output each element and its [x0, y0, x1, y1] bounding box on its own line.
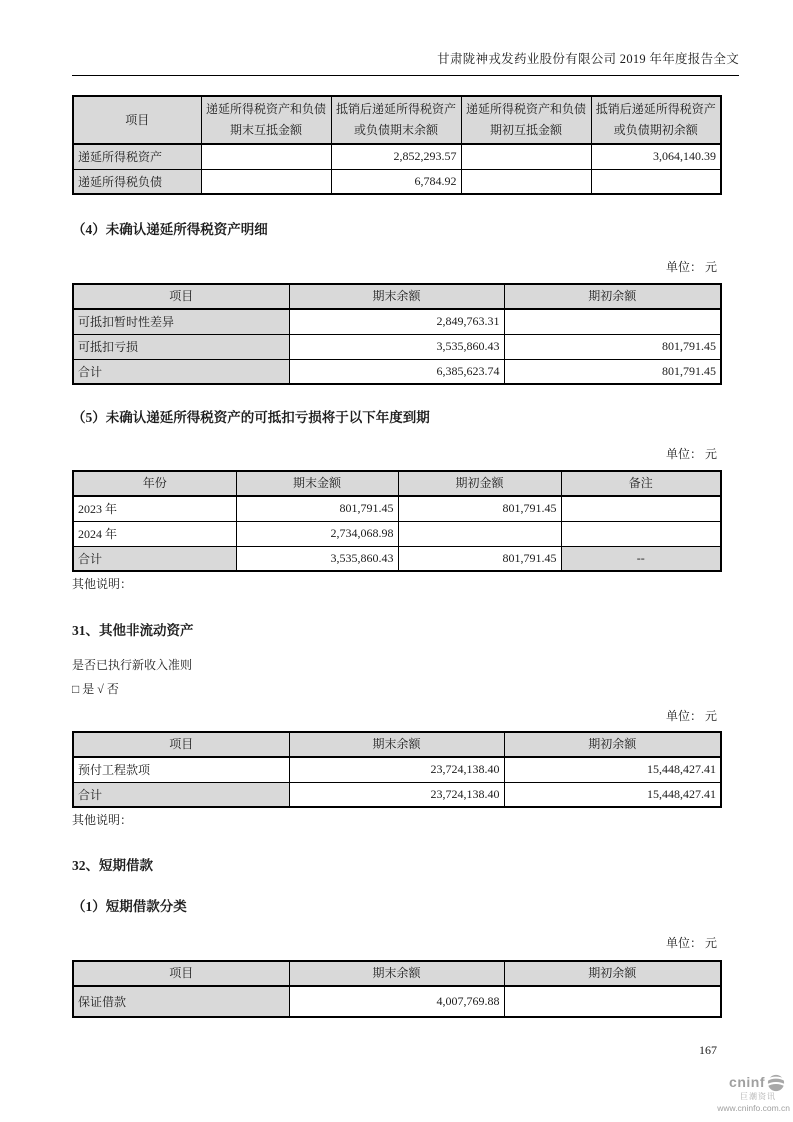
deferred-tax-offset-table [72, 95, 722, 195]
column-header: 年份 [73, 471, 236, 496]
cell-value: 3,064,140.39 [591, 144, 721, 169]
unit-label: 单位： 元 [665, 447, 717, 461]
row-label: 递延所得税资产 [73, 144, 201, 169]
cell-value [461, 144, 591, 169]
cninfo-url: www.cninfo.com.cn [717, 1102, 790, 1113]
new-revenue-standard-question: 是否已执行新收入准则 [72, 658, 193, 672]
section-heading-deductible-loss-expiry: （5）未确认递延所得税资产的可抵扣亏损将于以下年度到期 [72, 410, 430, 425]
unit-label: 单位： 元 [665, 260, 717, 274]
table-header-row [73, 961, 721, 986]
cell-value: 2,852,293.57 [331, 144, 461, 169]
table-row [73, 546, 721, 571]
unrecognized-deferred-tax-table [72, 283, 722, 385]
other-notes-label: 其他说明： [72, 577, 133, 591]
cell-value: 6,784.92 [331, 169, 461, 194]
cell-value [591, 169, 721, 194]
row-label: 合计 [73, 546, 236, 571]
page-number: 167 [699, 1043, 717, 1057]
column-header: 期初余额 [504, 732, 721, 757]
column-header: 期末余额 [289, 961, 504, 986]
section-heading-short-term-loans: 32、短期借款 [72, 858, 153, 873]
cell-value: 2,849,763.31 [289, 309, 504, 334]
cell-note [561, 521, 721, 546]
column-header: 备注 [561, 471, 721, 496]
cell-value [504, 309, 721, 334]
column-header: 项目 [73, 284, 289, 309]
cell-value: 801,791.45 [236, 496, 398, 521]
section-heading-unrecognized-deferred-tax-detail: （4）未确认递延所得税资产明细 [72, 222, 268, 237]
cell-value: 4,007,769.88 [289, 986, 504, 1017]
cell-value [461, 169, 591, 194]
table-row [73, 144, 721, 169]
cell-value [504, 986, 721, 1017]
cninfo-swirl-icon [766, 1074, 786, 1092]
table-row [73, 309, 721, 334]
cell-value: 6,385,623.74 [289, 359, 504, 384]
column-header: 递延所得税资产和负债期初互抵金额 [461, 96, 591, 144]
column-header: 项目 [73, 96, 201, 144]
table-header-row [73, 732, 721, 757]
cell-value: 15,448,427.41 [504, 757, 721, 782]
other-notes-label: 其他说明： [72, 813, 133, 827]
table-row [73, 359, 721, 384]
table-row [73, 521, 721, 546]
table-header-row [73, 96, 721, 144]
cninfo-logo-row [729, 1074, 790, 1092]
cell-note [561, 496, 721, 521]
cell-value: 23,724,138.40 [289, 757, 504, 782]
column-header: 项目 [73, 732, 289, 757]
cell-value: 801,791.45 [504, 334, 721, 359]
page-content [72, 95, 720, 1018]
cell-value [201, 169, 331, 194]
cell-value: 801,791.45 [398, 496, 561, 521]
table-header-row [73, 471, 721, 496]
cninfo-logo [702, 1074, 790, 1113]
cell-value [398, 521, 561, 546]
cninfo-brand-text: cninf [729, 1074, 765, 1091]
short-term-loan-table [72, 960, 722, 1018]
other-noncurrent-assets-table [72, 731, 722, 808]
cell-value: 23,724,138.40 [289, 782, 504, 807]
unit-label: 单位： 元 [665, 936, 717, 950]
cell-value: 15,448,427.41 [504, 782, 721, 807]
column-header: 期初余额 [504, 961, 721, 986]
header-divider [72, 75, 739, 76]
column-header: 抵销后递延所得税资产或负债期末余额 [331, 96, 461, 144]
table-row [73, 334, 721, 359]
column-header: 抵销后递延所得税资产或负债期初余额 [591, 96, 721, 144]
cell-value: 3,535,860.43 [236, 546, 398, 571]
row-label: 合计 [73, 782, 289, 807]
unit-label: 单位： 元 [665, 709, 717, 723]
table-row [73, 986, 721, 1017]
cell-value: 801,791.45 [504, 359, 721, 384]
table-row [73, 496, 721, 521]
row-label: 合计 [73, 359, 289, 384]
row-label: 递延所得税负债 [73, 169, 201, 194]
table-header-row [73, 284, 721, 309]
row-label: 可抵扣暂时性差异 [73, 309, 289, 334]
column-header: 递延所得税资产和负债期末互抵金额 [201, 96, 331, 144]
cell-value: 2,734,068.98 [236, 521, 398, 546]
row-label: 预付工程款项 [73, 757, 289, 782]
report-title: 甘肃陇神戎发药业股份有限公司 2019 年年度报告全文 [437, 52, 739, 66]
deductible-loss-expiry-table [72, 470, 722, 572]
row-label: 可抵扣亏损 [73, 334, 289, 359]
cell-value: 3,535,860.43 [289, 334, 504, 359]
cninfo-chinese-name: 巨潮资讯 [740, 1092, 776, 1101]
section-heading-short-term-loan-classification: （1）短期借款分类 [72, 899, 187, 914]
table-row [73, 782, 721, 807]
column-header: 期末余额 [289, 732, 504, 757]
column-header: 期末余额 [289, 284, 504, 309]
new-revenue-standard-answer: □ 是 √ 否 [72, 682, 119, 696]
row-label: 2024 年 [73, 521, 236, 546]
cell-value [201, 144, 331, 169]
row-label: 2023 年 [73, 496, 236, 521]
cell-value: 801,791.45 [398, 546, 561, 571]
cell-note: -- [561, 546, 721, 571]
table-row [73, 757, 721, 782]
section-heading-other-noncurrent-assets: 31、其他非流动资产 [72, 623, 194, 638]
column-header: 期末金额 [236, 471, 398, 496]
column-header: 期初金额 [398, 471, 561, 496]
column-header: 期初余额 [504, 284, 721, 309]
column-header: 项目 [73, 961, 289, 986]
table-row [73, 169, 721, 194]
row-label: 保证借款 [73, 986, 289, 1017]
